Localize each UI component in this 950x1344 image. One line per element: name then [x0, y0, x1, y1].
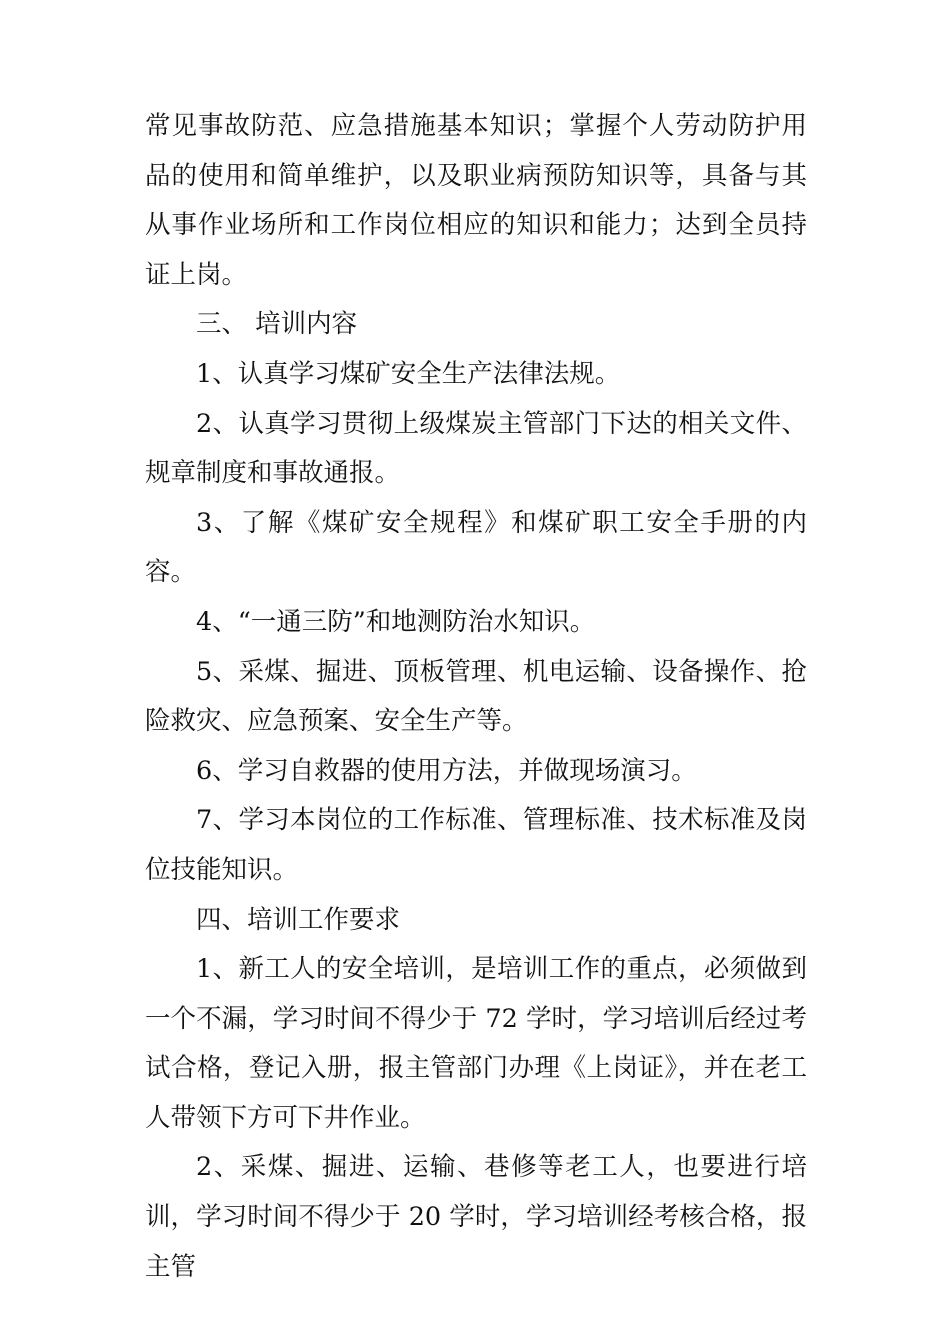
document-page [145, 102, 807, 1292]
list-item: 6、学习自救器的使用方法，并做现场演习。 [196, 755, 697, 786]
list-item: 3、了解《煤矿安全规程》和煤矿职工安全手册的内容。 [145, 507, 807, 588]
paragraph-intro-continuation: 常见事故防范、应急措施基本知识；掌握个人劳动防护用品的使用和简单维护，以及职业病预防知识等，具备与其从事作业场所和工作岗位相应的知识和能力；达到全员持证上岗。 [145, 111, 807, 290]
section-heading-training-requirements: 四、培训工作要求 [196, 904, 401, 935]
list-item: 2、认真学习贯彻上级煤炭主管部门下达的相关文件、规章制度和事故通报。 [145, 408, 807, 489]
list-item: 4、“一通三防”和地测防治水知识。 [196, 606, 596, 637]
list-item: 7、学习本岗位的工作标准、管理标准、技术标准及岗位技能知识。 [145, 805, 807, 885]
list-item: 5、采煤、掘进、顶板管理、机电运输、设备操作、抢险救灾、应急预案、安全生产等。 [145, 656, 807, 737]
list-item: 2、采煤、掘进、运输、巷修等老工人，也要进行培训，学习时间不得少于 20 学时，学习培训经考核合格，报主管 [145, 1152, 807, 1282]
section-heading-training-content: 三、 培训内容 [196, 309, 358, 340]
list-item: 1、新工人的安全培训，是培训工作的重点，必须做到一个不漏，学习时间不得少于 72 学时，学习培训后经过考试合格，登记入册，报主管部门办理《上岗证》，并在老工人带领下方可下井作业。 [145, 954, 807, 1133]
list-item: 1、认真学习煤矿安全生产法律法规。 [196, 358, 621, 389]
